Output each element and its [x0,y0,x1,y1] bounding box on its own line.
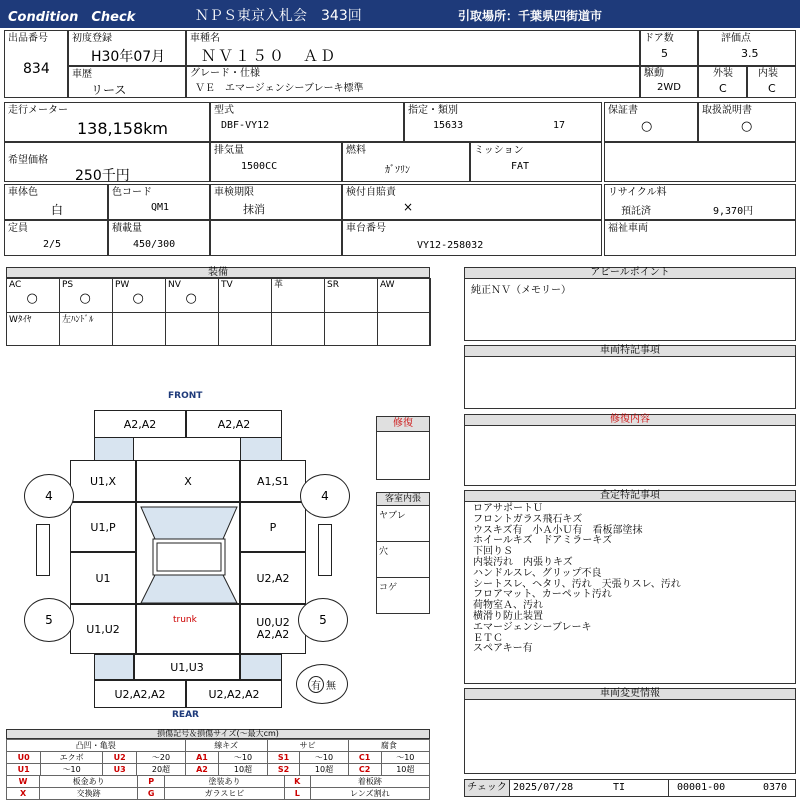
legend-header: サビ [267,740,348,752]
car-name-cell [186,30,640,66]
equipment-label: 左ﾊﾝﾄﾞﾙ [62,315,94,325]
header-bar [0,0,800,28]
cabin-item: ヤブレ [377,506,429,542]
front-corner-right [240,437,282,461]
warranty-label: 保証書 [608,105,638,116]
load: 450/300 [133,239,176,250]
equipment-label: TV [221,280,233,290]
front-bumper-left: A2,A2 [94,410,186,438]
legend-size: 〜10 [300,752,348,764]
recycle-status: 預託済 [621,206,651,217]
equipment-grid [6,278,430,346]
equipment-cell-4 [218,278,272,313]
tire-rear-right: 5 [298,598,348,642]
legend-size: 10超 [381,764,429,776]
tire-front-left: 4 [24,474,74,518]
equipment-mark: ○ [79,291,91,306]
inspection-note-line: 横滑り防止装置 [473,610,543,622]
equipment-label: AC [9,280,22,290]
rear-right-door: U2,A2 [240,552,306,604]
equipment-label: NV [168,280,181,290]
fuel-cell [342,142,470,182]
appeal-title: アピールポイント [465,268,795,279]
displacement: 1500CC [241,161,278,172]
inspection-note-line: 内装汚れ 内張りキズ [473,556,573,568]
change-info-panel [464,688,796,774]
grade-cell [186,66,640,98]
rear-left-door: U1 [70,552,136,604]
equipment-label: SR [327,280,339,290]
equipment-mark: ○ [132,291,144,306]
designation: 15633 [433,120,464,131]
right-mirror-box [318,524,332,576]
legend-code: A2 [185,764,219,776]
legend-size: 20超 [137,764,185,776]
fuel-label: 燃料 [346,145,366,156]
rear-right-quarter-mark-2: A2,A2 [256,628,290,641]
repair-content-title: 修復内容 [465,415,795,426]
inspection-note-line: ウスキズ有 小Ａ小Ｕ有 看板部塗抹 [473,524,643,536]
legend-code: G [138,788,165,800]
roof-panel [136,502,240,604]
equipment-label: Wﾀｲﾔ [9,315,32,325]
mission: FAT [511,161,530,172]
equipment-cell-row2-2 [112,312,166,346]
rear-bumper-left: U2,A2,A2 [94,680,186,708]
capacity-label: 定員 [8,223,28,234]
inspection-cell [210,184,342,220]
legend-code: C2 [348,764,381,776]
class-no: 17 [553,120,566,131]
rear-corner-left [94,654,134,680]
legend-code: P [138,776,165,788]
grade: ＶＥ エマージェンシーブレーキ標準 [195,83,364,94]
change-info-title: 車両変更情報 [465,689,795,700]
repair-content-panel [464,414,796,486]
equipment-cell-row2-4 [218,312,272,346]
rear-panel: U1,U3 [134,654,240,680]
equipment-cell-1 [59,278,113,313]
designation-label: 指定・類別 [408,105,458,116]
fuel: ｶﾞｿﾘﾝ [385,165,410,176]
legend-meaning: 塗装あり [165,776,285,788]
legend-meaning: レンズ割れ [310,788,429,800]
grade-label: グレード・仕様 [190,68,260,79]
equipment-cell-6 [324,278,378,313]
displacement-cell [210,142,342,182]
check-date: 2025/07/28 [513,782,574,793]
equipment-label: AW [380,280,395,290]
legend-code: U2 [102,752,136,764]
front-left-door: U1,P [70,502,136,552]
equipment-cell-row2-0 [6,312,60,346]
rear-left-quarter: U1,U2 [70,604,136,654]
left-mirror-box [36,524,50,576]
equipment-cell-row2-1 [59,312,113,346]
legend-code: K [284,776,310,788]
designation-cell [404,102,602,142]
inspection-note-line: スペアキー有 [473,643,533,655]
equipment-label: PW [115,280,130,290]
equipment-cell-2 [112,278,166,313]
inspection-note-line: ホイールキズ ドアミラーキズ [473,535,613,547]
inspection-note-line: フロアマット、カーペット汚れ [473,589,612,601]
color-code-cell [108,184,210,220]
exterior-grade: C [719,82,727,95]
chassis: VY12-258032 [417,240,484,251]
tire-rear-left: 5 [24,598,74,642]
price-label: 希望価格 [8,155,48,166]
legend-code: A1 [185,752,219,764]
legend-code: U0 [7,752,41,764]
door-cell [640,30,698,66]
lot-no-cell [4,30,68,98]
legend-meaning: 着板跡 [310,776,429,788]
price: 250千円 [75,168,130,184]
displacement-label: 排気量 [214,145,244,156]
first-reg-cell [68,30,186,66]
repair-box [376,416,430,480]
score: 3.5 [741,47,759,60]
legend-size: 10超 [300,764,348,776]
legend-code: C1 [348,752,381,764]
history-label: 車歴 [72,69,92,80]
rear-right-quarter-mark-1: U0,U2 [256,616,290,629]
pickup-location: 引取場所：千葉県四街道市 [458,9,603,23]
score-cell [698,30,796,66]
legend-title: 損傷記号＆損傷サイズ(〜最大cm) [6,729,430,739]
front-corner-left [94,437,134,461]
inspection: 抹消 [243,203,265,216]
interior-grade: C [768,82,776,95]
drive-label: 駆動 [644,68,664,79]
exterior-label: 外装 [713,68,733,79]
special-notes-title: 車両特記事項 [465,346,795,357]
rear-right-quarter [240,604,306,654]
legend-header: 線キズ [185,740,267,752]
inspection-note-line: エマージェンシーブレーキ [473,621,592,633]
legend-code: U3 [102,764,136,776]
rear-label: REAR [172,710,199,720]
capacity: 2/5 [43,239,62,250]
capacity-cell [4,220,108,256]
drive: 2WD [657,82,681,93]
legend-meaning: 交換跡 [40,788,138,800]
interior-cell [747,66,796,98]
inspection-note-line: ハンドルスレ、グリップ不良 [473,567,602,579]
mission-cell [470,142,602,182]
load-label: 積載量 [112,223,142,234]
equipment-cell-row2-7 [377,312,431,346]
inspection-note-line: ロアサポートＵ [473,503,543,514]
recycle-label: リサイクル料 [608,187,667,198]
inspection-note-line: 荷物室Ａ、汚れ [473,600,543,612]
legend-size: 〜10 [381,752,429,764]
equipment-cell-row2-3 [165,312,219,346]
hood-panel: X [136,460,240,502]
cabin-title: 客室内張 [377,493,429,506]
score-label: 評価点 [721,33,751,44]
brand-title: Condition Check [8,10,136,25]
spare-no: 無 [326,680,336,692]
price-cell [4,142,210,182]
color-cell [4,184,108,220]
rear-bumper-right: U2,A2,A2 [186,680,282,708]
legend-header: 腐食 [348,740,429,752]
appeal-text: 純正ＮＶ（メモリー） [471,285,571,296]
insurance-label: 検付自賠責 [346,187,396,198]
legend-code: U1 [7,764,41,776]
welfare-label: 福祉車両 [608,223,648,234]
inspection-note-line: シートスレ、ヘタリ、汚れ 天張りスレ、汚れ [473,578,681,590]
equipment-cell-3 [165,278,219,313]
equipment-cell-row2-6 [324,312,378,346]
equipment-cell-row2-5 [271,312,325,346]
inspection-note-line: フロントガラス飛石キズ [473,513,583,525]
door-label: ドア数 [644,33,674,44]
mileage: 138,158km [77,119,169,138]
legend-size: 10超 [219,764,267,776]
cabin-item: 穴 [377,542,429,578]
load-cell [108,220,210,256]
model-cell [210,102,404,142]
first-reg-label: 初度登録 [72,33,112,44]
model-label: 型式 [214,105,234,116]
warranty-cell [604,102,698,142]
equipment-label: 革 [274,280,284,290]
repair-title: 修復 [377,417,429,432]
manual-label: 取扱説明書 [702,105,752,116]
color: 白 [51,203,64,217]
inspection-note-line: ＥＴＣ [473,632,503,644]
check-divider [589,780,669,796]
trunk-panel [136,604,240,654]
equipment-mark: ○ [26,291,38,306]
model: DBF-VY12 [221,120,270,131]
windshield-shape [137,503,241,605]
equipment-cell-0 [6,278,60,313]
blank-cell-2 [210,220,342,256]
legend-header: 凸凹・亀裂 [7,740,186,752]
legend-size: エクボ [41,752,103,764]
chassis-cell [342,220,602,256]
mission-label: ミッション [474,145,524,156]
lot-no: 834 [23,61,50,77]
insurance-cell [342,184,602,220]
car-name: ＮＶ１５０ ＡＤ [201,47,338,65]
checker: TI [613,782,626,793]
legend-code: X [7,788,40,800]
legend-meaning: ガラスヒビ [165,788,285,800]
manual-cell [698,102,796,142]
cabin-box [376,492,430,614]
auction-title: ＮＰＳ東京入札会 343回 [195,8,362,24]
front-label: FRONT [168,391,203,401]
inspection-notes-panel [464,490,796,684]
legend-size: 〜10 [41,764,103,776]
equipment-cell-7 [377,278,431,313]
front-left-fender: U1,X [70,460,136,502]
inspection-label: 車検期限 [214,187,254,198]
interior-label: 内装 [758,68,778,79]
doc-sub-number: 0370 [763,782,788,793]
equipment-label: PS [62,280,74,290]
color-code: QM1 [151,202,170,213]
inspection-notes-title: 査定特記事項 [465,491,795,502]
equipment-cell-5 [271,278,325,313]
rear-corner-right [240,654,282,680]
blank-cell-1 [604,142,796,182]
drive-cell [640,66,698,98]
legend-size: 〜20 [137,752,185,764]
door-count: 5 [661,47,668,60]
history: リース [91,83,127,97]
equipment-mark: ○ [185,291,197,306]
front-right-fender: A1,S1 [240,460,306,502]
legend-extra-table [6,775,430,800]
doc-number: 00001-00 [677,782,726,793]
special-notes-panel [464,345,796,409]
warranty: ○ [641,119,653,134]
color-code-label: 色コード [112,187,152,198]
legend-table [6,739,430,776]
legend-code: S1 [267,752,300,764]
exterior-cell [698,66,747,98]
trunk-label: trunk [173,615,197,625]
appeal-panel [464,267,796,341]
legend-meaning: 板金あり [40,776,138,788]
history-cell [68,66,186,98]
mileage-label: 走行メーター [8,105,68,116]
insurance: × [403,200,414,214]
recycle-cell [604,184,796,220]
recycle-fee: 9,370円 [713,206,754,217]
front-right-door: P [240,502,306,552]
front-bumper-right: A2,A2 [186,410,282,438]
car-name-label: 車種名 [190,33,220,44]
cabin-item: コゲ [379,583,398,593]
color-label: 車体色 [8,187,38,198]
legend-code: S2 [267,764,300,776]
legend-code: W [7,776,40,788]
spare-yes: 有 [308,676,324,693]
equipment-title: 装備 [6,267,430,278]
chassis-label: 車台番号 [346,223,386,234]
first-reg: H30年07月 [91,49,166,65]
inspection-note-line: 下回りＳ [473,546,513,558]
legend-code: L [284,788,310,800]
legend-size: 〜10 [219,752,267,764]
welfare-cell [604,220,796,256]
tire-front-right: 4 [300,474,350,518]
manual: ○ [741,119,753,134]
check-label: チェック [465,780,510,796]
lot-no-label: 出品番号 [8,33,48,44]
spare-tire-indicator [296,664,348,704]
footer-bar [464,779,796,797]
mileage-cell [4,102,210,142]
